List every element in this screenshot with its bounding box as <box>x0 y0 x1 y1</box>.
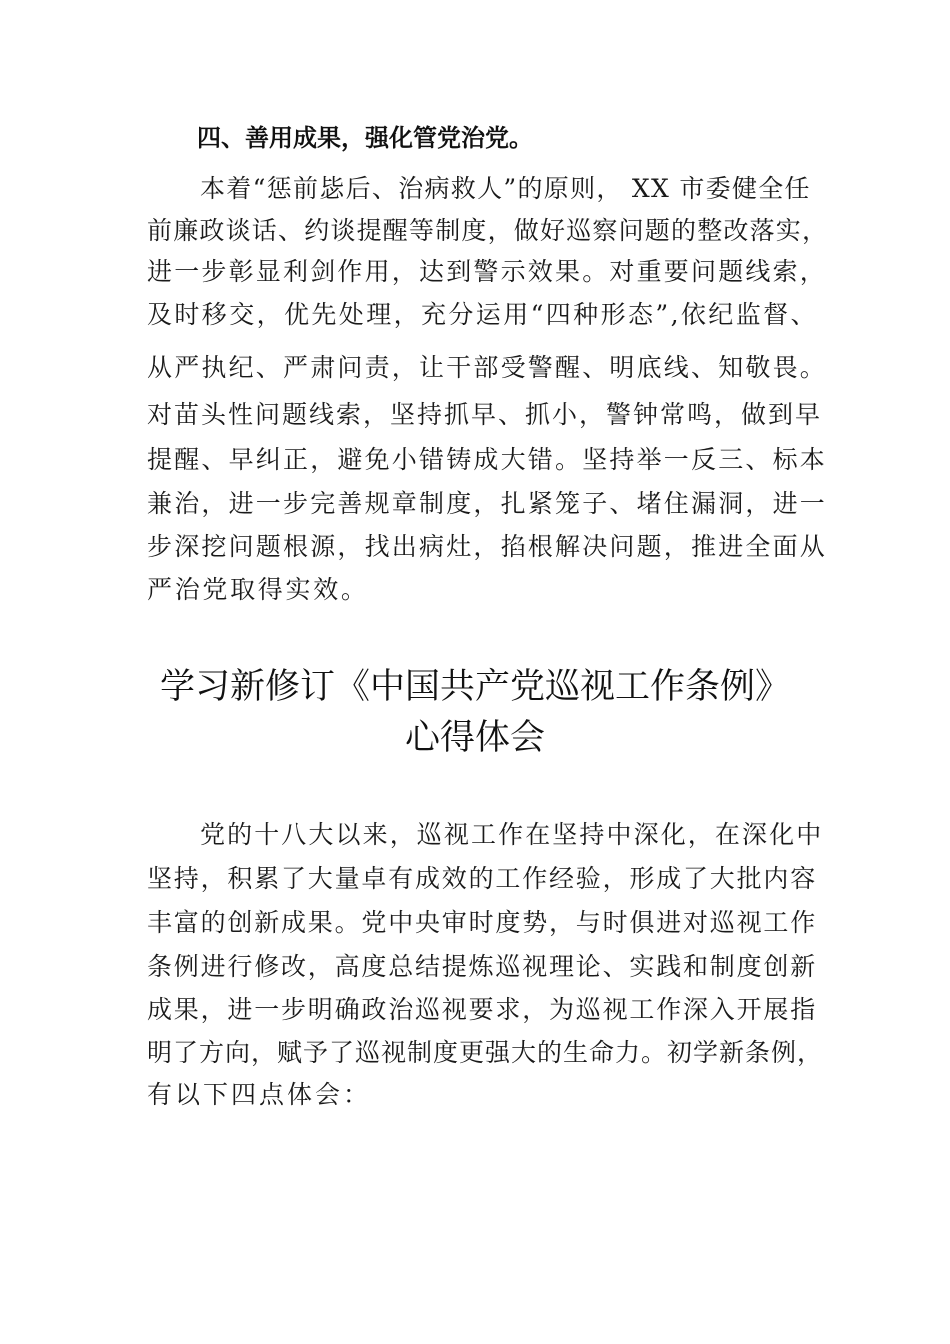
paragraph-line: 有以下四点体会： <box>147 1080 372 1109</box>
paragraph-line: 本着“惩前毖后、治病救人”的原则， XX 市委健全任 <box>200 174 811 203</box>
article-title-line-1: 学习新修订《中国共产党巡视工作条例》 <box>159 667 790 707</box>
paragraph-line: 兼治，进一步完善规章制度，扎紧笼子、堵住漏洞，进一 <box>147 489 828 518</box>
paragraph-line: 严治党取得实效。 <box>147 575 369 604</box>
paragraph-line: 成果，进一步明确政治巡视要求，为巡视工作深入开展指 <box>147 995 818 1024</box>
paragraph-line: 提醒、早纠正，避免小错铸成大错。坚持举一反三、标本 <box>147 445 828 474</box>
paragraph-line: 条例进行修改，高度总结提炼巡视理论、实践和制度创新 <box>147 952 818 981</box>
paragraph-line: 对苗头性问题线索，坚持抓早、抓小，警钟常鸣，做到早 <box>147 400 823 429</box>
paragraph-line: 及时移交，优先处理，充分运用“四种形态”,依纪监督、 <box>147 300 818 329</box>
paragraph-line: 党的十八大以来，巡视工作在坚持中深化，在深化中 <box>200 820 824 849</box>
paragraph-line: 丰富的创新成果。党中央审时度势，与时俱进对巡视工作 <box>147 908 818 937</box>
paragraph-line: 坚持，积累了大量卓有成效的工作经验，形成了大批内容 <box>147 864 818 893</box>
paragraph-line: 步深挖问题根源，找出病灶，掐根解决问题，推进全面从 <box>147 532 828 561</box>
paragraph-line: 从严执纪、严肃问责，让干部受警醒、明底线、知敬畏。 <box>147 353 828 382</box>
article-title-line-2: 心得体会 <box>404 718 545 758</box>
section-heading: 四、善用成果，强化管党治党。 <box>197 124 533 152</box>
paragraph-line: 明了方向，赋予了巡视制度更强大的生命力。初学新条例， <box>147 1038 824 1067</box>
paragraph-line: 进一步彰显利剑作用，达到警示效果。对重要问题线索， <box>147 257 828 286</box>
paragraph-line: 前廉政谈话、约谈提醒等制度，做好巡察问题的整改落实， <box>147 216 829 245</box>
